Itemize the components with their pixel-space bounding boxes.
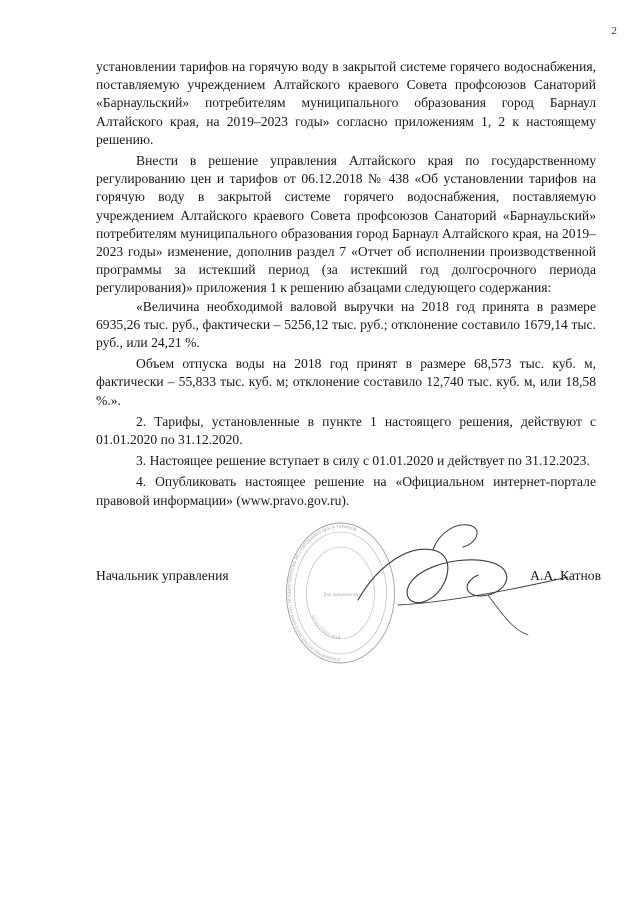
signature-block — [96, 567, 601, 587]
svg-text:ИНН 2221177175 — [311, 614, 341, 640]
paragraph-amendment: Внести в решение управления Алтайского края по государственному регулированию цен и тарифов от 06.12.2018 № 438 «Об установлении тарифов на горячую воду в закрытой системе горячего водоснабжения, поставляемую учреждением Алтайского краевого Совета профсоюзов Санаторий «Барнаульский» потребителям муниципального образования город Барнаул Алтайского края, на 2019–2023 годы» изменение, дополнив раздел 7 «Отчет об исполнении производственной программы за истекший период (за истекший год долгосрочного периода регулирования)» приложения 1 к решению абзацами следующего содержания: — [96, 153, 596, 296]
signer-title: Начальник управления — [96, 568, 229, 583]
paragraph-clause-2: 2. Тарифы, установленные в пункте 1 настоящего решения, действуют с 01.01.2020 по 31.12.2020. — [96, 413, 596, 448]
paragraph-continuation: установлении тарифов на горячую воду в закрытой системе горячего водоснабжения, поставляемую учреждением Алтайского краевого Совета профсоюзов Санаторий «Барнаульский» потребителям муниципального образования город Барнаул Алтайского края, на 2019–2023 годы» согласно приложениям 1, 2 к настоящему решению. — [96, 59, 596, 147]
paragraph-clause-4: 4. Опубликовать настоящее решение на «Официальном интернет-портале правовой информации» (www.pravo.gov.ru). — [96, 474, 596, 508]
signer-name: А.А. Катнов — [530, 568, 601, 583]
paragraph-clause-3: 3. Настоящее решение вступает в силу с 01.01.2020 и действует по 31.12.2023. — [136, 453, 590, 469]
seal-inner-text: ИНН 2221177175 — [310, 614, 341, 641]
paragraph-revenue: «Величина необходимой валовой выручки на 2018 год принята в размере 6935,26 тыс. руб., фактически – 5256,12 тыс. руб.; отклонение составило 1679,14 тыс. руб., или 24,21 %. — [96, 298, 596, 351]
page-number: 2 — [611, 25, 617, 37]
seal-center-text: Для документов — [323, 592, 358, 597]
document-body — [96, 58, 596, 510]
seal-outer-text: УПРАВЛЕНИЕ АЛТАЙСКОГО КРАЯ ПО ГОСУДАРСТВЕННОМУ РЕГУЛИРОВАНИЮ ЦЕН И ТАРИФОВ — [286, 523, 358, 663]
paragraph-water-volume: Объем отпуска воды на 2018 год принят в размере 68,573 тыс. куб. м, фактически – 55,833 тыс. куб. м; отклонение составило 12,740 тыс. куб. м, или 18,58 %.». — [96, 356, 596, 408]
